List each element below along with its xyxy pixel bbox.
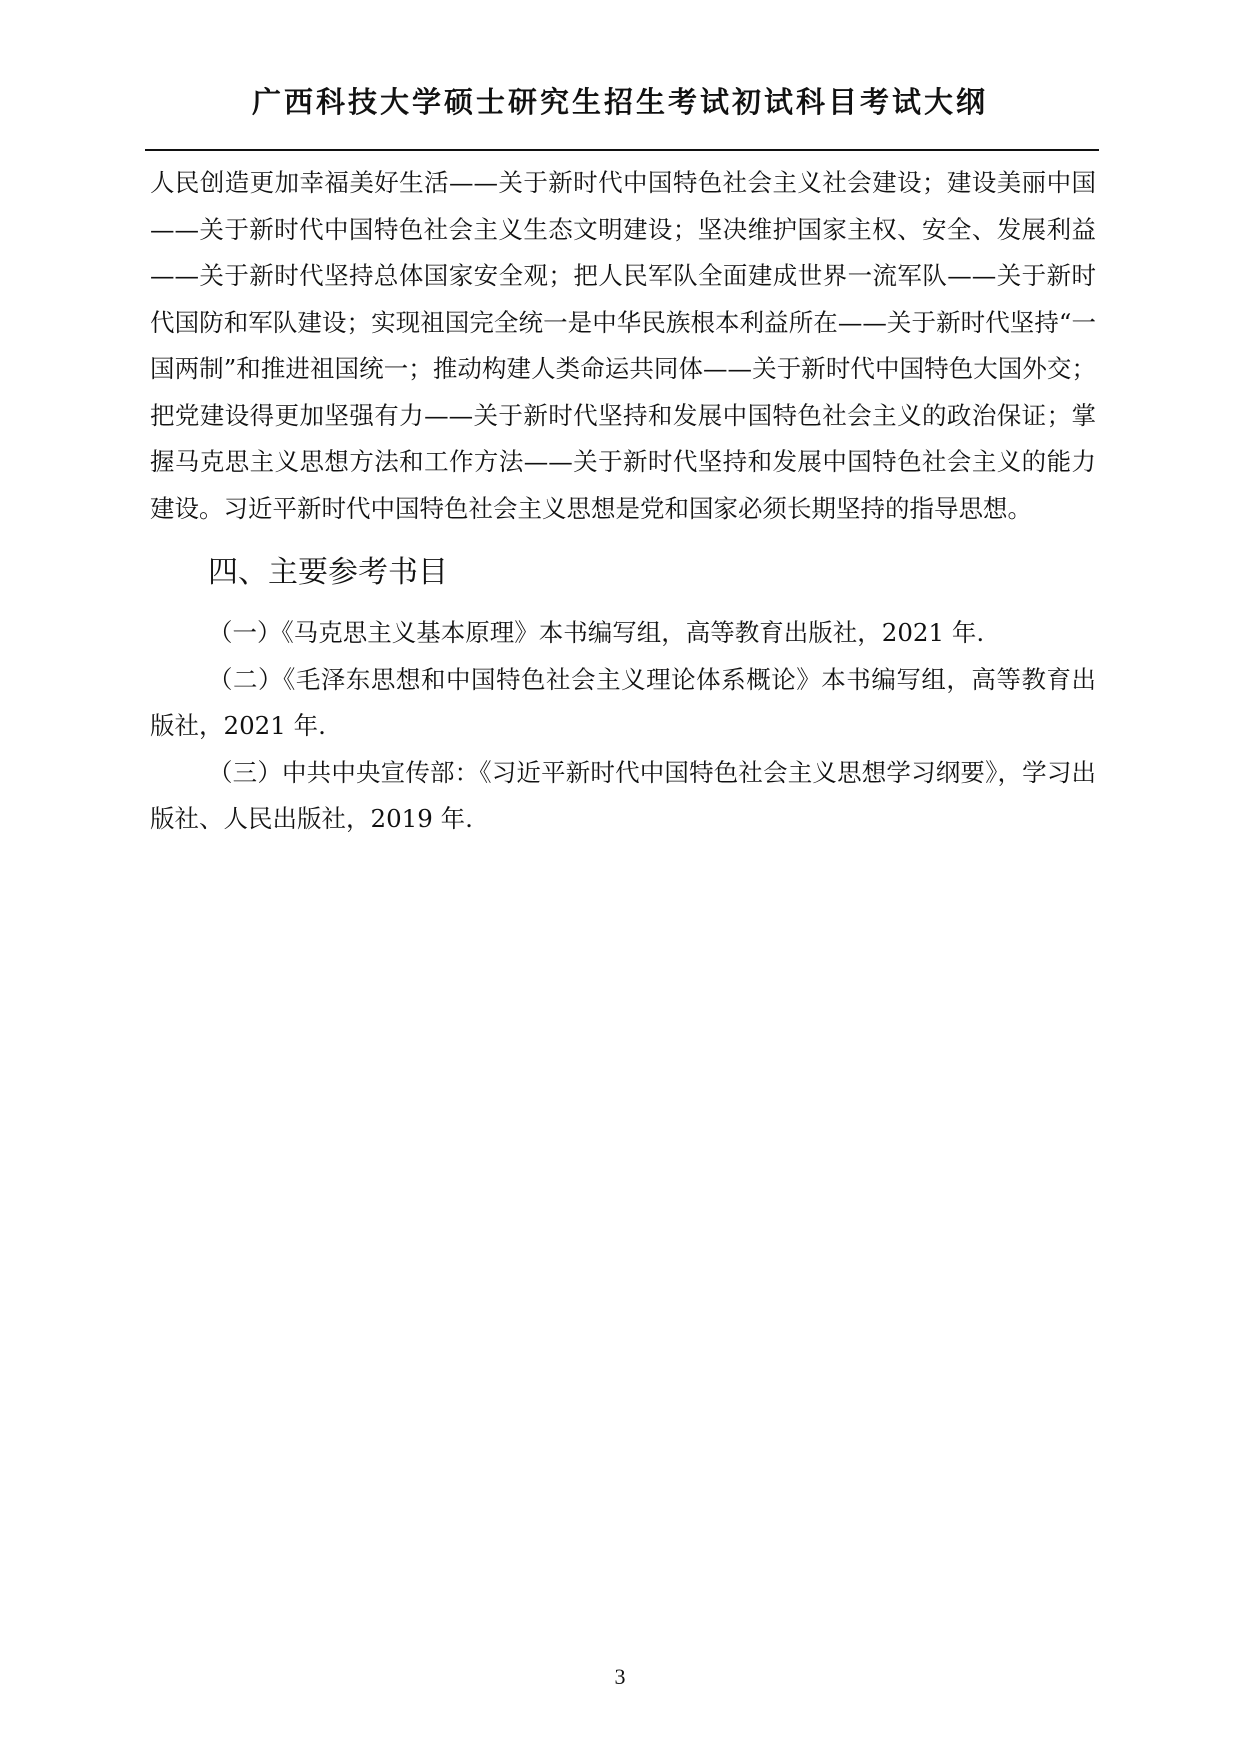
header-divider bbox=[145, 149, 1099, 151]
document-body bbox=[150, 160, 1096, 843]
reference-item-1: （一）《马克思主义基本原理》本书编写组，高等教育出版社，2021 年. bbox=[208, 618, 985, 647]
reference-item-2: （二）《毛泽东思想和中国特色社会主义理论体系概论》本书编写组，高等教育出版社，2021 年. bbox=[150, 664, 1096, 740]
section-heading-references: 四、主要参考书目 bbox=[208, 555, 448, 590]
page-number: 3 bbox=[614, 1664, 626, 1689]
continuation-paragraph: 人民创造更加幸福美好生活——关于新时代中国特色社会主义社会建设；建设美丽中国——关于新时代中国特色社会主义生态文明建设；坚决维护国家主权、安全、发展利益——关于新时代坚持总体国家安全观；把人民军队全面建成世界一流军队——关于新时代国防和军队建设；实现祖国完全统一是中华民族根本利益所在——关于新时代坚持“一国两制”和推进祖国统一；推动构建人类命运共同体——关于新时代中国特色大国外交；把党建设得更加坚强有力——关于新时代坚持和发展中国特色社会主义的政治保证；掌握马克思主义思想方法和工作方法——关于新时代坚持和发展中国特色社会主义的能力建设。习近平新时代中国特色社会主义思想是党和国家必须长期坚持的指导思想。 bbox=[150, 168, 1096, 523]
reference-item-3: （三）中共中央宣传部：《习近平新时代中国特色社会主义思想学习纲要》，学习出版社、人民出版社，2019 年. bbox=[150, 757, 1096, 833]
document-header-title: 广西科技大学硕士研究生招生考试初试科目考试大纲 bbox=[251, 85, 988, 119]
